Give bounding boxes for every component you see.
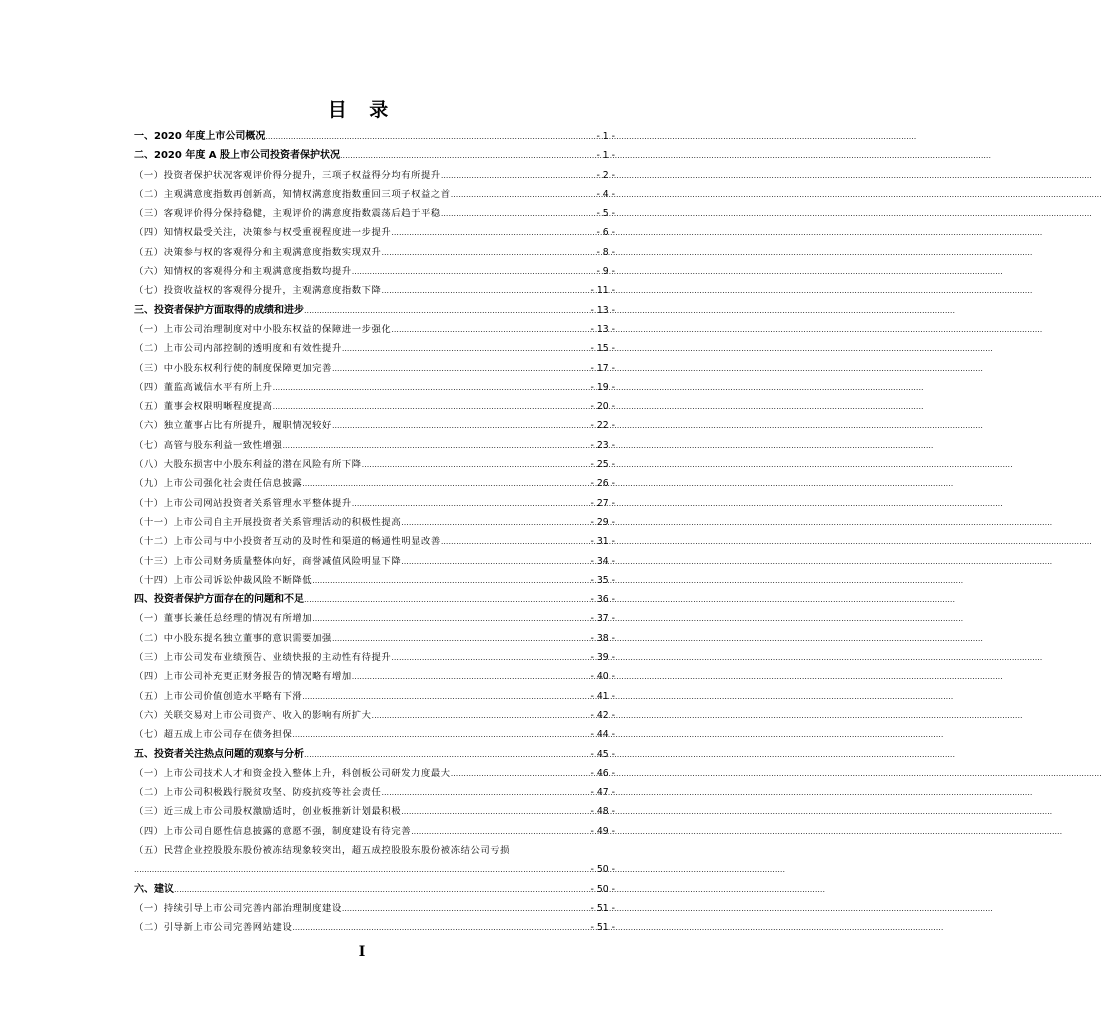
toc-entry-page: - 51 -	[590, 922, 615, 934]
toc-entry-title: 五、投资者关注热点问题的观察与分析	[134, 748, 304, 760]
toc-entry-page: - 45 -	[590, 748, 615, 760]
toc-entry-title: （一）持续引导上市公司完善内部治理制度建设	[134, 902, 342, 914]
toc-entry-title: 四、投资者保护方面存在的问题和不足	[134, 594, 304, 606]
toc-leader-dots	[134, 860, 590, 879]
toc-leader-dots	[302, 687, 589, 706]
toc-entry-page: - 31 -	[590, 536, 615, 548]
toc-entry-page: - 40 -	[590, 671, 615, 683]
toc-leader-dots	[332, 416, 590, 435]
toc-entry-title: （四）上市公司自愿性信息披露的意愿不强，制度建设有待完善	[134, 825, 412, 837]
toc-entry-title: （二）上市公司积极践行脱贫攻坚、防疫抗疫等社会责任	[134, 787, 382, 799]
toc-entry[interactable]	[134, 223, 615, 242]
toc-leader-dots	[342, 899, 590, 918]
toc-entry-title: （二）上市公司内部控制的透明度和有效性提升	[134, 343, 342, 355]
toc-leader-dots	[401, 513, 589, 532]
toc-entry-title: （一）董事长兼任总经理的情况有所增加	[134, 613, 313, 625]
toc-leader-dots	[381, 783, 589, 802]
toc-entry[interactable]	[134, 301, 615, 320]
toc-leader-dots	[340, 146, 595, 165]
toc-leader-dots	[304, 590, 590, 609]
toc-entry[interactable]	[134, 494, 615, 513]
page-number: I	[358, 944, 366, 960]
toc-leader-dots	[292, 918, 589, 937]
toc-leader-dots	[391, 320, 589, 339]
toc-entry-title: （十四）上市公司诉讼仲裁风险不断降低	[134, 574, 313, 586]
toc-leader-dots	[273, 397, 590, 416]
toc-entry[interactable]	[134, 860, 615, 879]
toc-entry-title: （一）上市公司治理制度对中小股东权益的保障进一步强化	[134, 323, 392, 335]
toc-leader-dots	[282, 436, 589, 455]
toc-entry[interactable]	[134, 320, 615, 339]
toc-entry-page: - 46 -	[590, 767, 615, 779]
toc-entry-title: （十二）上市公司与中小投资者互动的及时性和渠道的畅通性明显改善	[134, 536, 441, 548]
toc-leader-dots	[265, 127, 595, 146]
toc-entry-page: - 11 -	[590, 285, 615, 297]
toc-leader-dots	[391, 648, 589, 667]
toc-entry[interactable]	[134, 629, 615, 648]
toc-entry[interactable]	[134, 436, 615, 455]
toc-entry-title: （一）投资者保护状况客观评价得分提升，三项子权益得分均有所提升	[134, 169, 441, 181]
toc-entry-page: - 8 -	[596, 246, 615, 258]
toc-entry[interactable]	[134, 822, 615, 841]
toc-entry-title: （二）中小股东提名独立董事的意识需要加强	[134, 632, 332, 644]
toc-entry[interactable]	[134, 359, 615, 378]
toc-entry-title: （六）关联交易对上市公司资产、收入的影响有所扩大	[134, 709, 372, 721]
toc-entry-page: - 44 -	[590, 729, 615, 741]
toc-entry-title: （十）上市公司网站投资者关系管理水平整体提升	[134, 497, 352, 509]
toc-leader-dots	[273, 378, 590, 397]
toc-entry-page: - 25 -	[590, 459, 615, 471]
toc-entry[interactable]	[134, 571, 615, 590]
toc-leader-dots	[381, 243, 595, 262]
toc-entry[interactable]	[134, 339, 615, 358]
toc-entry[interactable]	[134, 667, 615, 686]
toc-entry-page: - 23 -	[590, 439, 615, 451]
toc-entry-title: （二）主观满意度指数再创新高，知情权满意度指数重回三项子权益之首	[134, 188, 451, 200]
toc-entry[interactable]	[134, 262, 615, 281]
toc-entry-page: - 17 -	[590, 362, 615, 374]
toc-leader-dots	[302, 474, 589, 493]
toc-entry-title: （六）知情权的客观得分和主观满意度指数均提升	[134, 266, 352, 278]
toc-entry-page: - 49 -	[590, 825, 615, 837]
toc-entry[interactable]	[134, 725, 615, 744]
toc-leader-dots	[401, 802, 589, 821]
toc-entry-page: - 39 -	[590, 652, 615, 664]
toc-entry-title: （五）上市公司价值创造水平略有下滑	[134, 690, 303, 702]
toc-entry-page: - 13 -	[590, 304, 615, 316]
toc-entry-title: （六）独立董事占比有所提升，履职情况较好	[134, 420, 332, 432]
toc-entry-page: - 2 -	[596, 169, 615, 181]
toc-entry[interactable]	[134, 513, 615, 532]
toc-leader-dots	[401, 552, 589, 571]
toc-leader-dots	[312, 571, 589, 590]
toc-entry-title: （三）近三成上市公司股权激励适时，创业板推新计划最积极	[134, 806, 402, 818]
toc-leader-dots	[174, 880, 590, 899]
toc-leader-dots	[312, 609, 589, 628]
toc-leader-dots	[292, 725, 589, 744]
toc-entry-page: - 20 -	[590, 401, 615, 413]
toc-leader-dots	[441, 166, 596, 185]
toc-entry[interactable]	[134, 397, 615, 416]
toc-entry[interactable]	[134, 648, 615, 667]
toc-entry-page: - 6 -	[596, 227, 615, 239]
toc-entry[interactable]	[134, 918, 615, 937]
toc-entry-page: - 1 -	[596, 131, 615, 142]
toc-entry[interactable]	[134, 783, 615, 802]
toc-leader-dots	[304, 301, 590, 320]
toc-entry[interactable]	[134, 281, 615, 300]
toc-leader-dots	[352, 667, 590, 686]
toc-entry-title: （七）投资收益权的客观得分提升，主观满意度指数下降	[134, 285, 382, 297]
toc-leader-dots	[362, 455, 590, 474]
toc-entry-title: （一）上市公司技术人才和资金投入整体上升，科创板公司研发力度最大	[134, 767, 451, 779]
toc-entry[interactable]	[134, 841, 615, 860]
toc-leader-dots	[411, 822, 589, 841]
page-title: 目 录	[327, 99, 397, 121]
toc-entry-page: - 9 -	[596, 266, 615, 278]
toc-entry-title: （四）知情权最受关注，决策参与权受重视程度进一步提升	[134, 227, 392, 239]
toc-entry-page: - 42 -	[590, 709, 615, 721]
toc-entry[interactable]	[134, 243, 615, 262]
toc-entry[interactable]	[134, 802, 615, 821]
toc-entry[interactable]	[134, 416, 615, 435]
toc-entry-title: （八）大股东损害中小股东利益的潜在风险有所下降	[134, 459, 362, 471]
toc-entry-title: （五）民营企业控股股东股份被冻结现象较突出，超五成控股股东股份被冻结公司亏损	[134, 844, 511, 856]
toc-entry[interactable]	[134, 532, 615, 551]
toc-entry[interactable]	[134, 378, 615, 397]
toc-entry-page: - 37 -	[590, 613, 615, 625]
toc-entry-page: - 41 -	[590, 690, 615, 702]
toc-leader-dots	[451, 764, 590, 783]
toc-entry-title: 六、建议	[134, 883, 174, 895]
toc-entry-title: （三）中小股东权利行使的制度保障更加完善	[134, 362, 332, 374]
toc-entry-page: - 34 -	[590, 555, 615, 567]
toc-entry[interactable]	[134, 474, 615, 493]
toc-leader-dots	[332, 359, 590, 378]
toc-entry-title: （四）董监高诚信水平有所上升	[134, 381, 273, 393]
toc-entry-page: - 13 -	[590, 323, 615, 335]
toc-leader-dots	[441, 532, 590, 551]
toc-entry[interactable]	[134, 455, 615, 474]
toc-entry[interactable]	[134, 880, 615, 899]
toc-entry[interactable]	[134, 609, 615, 628]
toc-leader-dots	[352, 262, 596, 281]
toc-entry-title: （十三）上市公司财务质量整体向好，商誉减值风险明显下降	[134, 555, 402, 567]
toc-entry[interactable]	[134, 899, 615, 918]
toc-entry[interactable]	[134, 185, 615, 204]
toc-entry-page: - 22 -	[590, 420, 615, 432]
toc-entry-title: （九）上市公司强化社会责任信息披露	[134, 478, 303, 490]
toc-entry-title: （十一）上市公司自主开展投资者关系管理活动的积极性提高	[134, 516, 402, 528]
toc-leader-dots	[352, 494, 590, 513]
toc-entry-title: 三、投资者保护方面取得的成绩和进步	[134, 304, 304, 316]
toc-entry[interactable]	[134, 146, 615, 165]
toc-entry-page: - 51 -	[590, 902, 615, 914]
toc-entry-title: （七）超五成上市公司存在债务担保	[134, 729, 293, 741]
toc-entry-page: - 4 -	[596, 188, 615, 200]
toc-entry[interactable]	[134, 590, 615, 609]
toc-entry[interactable]	[134, 204, 615, 223]
toc-entry[interactable]	[134, 166, 615, 185]
toc-entry[interactable]	[134, 127, 615, 146]
toc-leader-dots	[381, 281, 589, 300]
table-of-contents	[134, 127, 615, 937]
toc-entry-page: - 19 -	[590, 381, 615, 393]
toc-leader-dots	[332, 629, 590, 648]
toc-entry-page: - 36 -	[590, 594, 615, 606]
toc-entry-title: （二）引导新上市公司完善网站建设	[134, 922, 293, 934]
toc-entry-title: （七）高管与股东利益一致性增强	[134, 439, 283, 451]
toc-entry-page: - 15 -	[590, 343, 615, 355]
toc-entry[interactable]	[134, 706, 615, 725]
toc-leader-dots	[342, 339, 590, 358]
toc-entry-page: - 5 -	[596, 208, 615, 220]
toc-entry-page: - 29 -	[590, 516, 615, 528]
toc-entry[interactable]	[134, 687, 615, 706]
toc-entry-page: - 1 -	[596, 150, 615, 162]
toc-entry-title: 一、2020 年度上市公司概况	[134, 131, 266, 142]
toc-entry-title: （三）客观评价得分保持稳健，主观评价的满意度指数震荡后趋于平稳	[134, 208, 441, 220]
toc-entry-page: - 48 -	[590, 806, 615, 818]
toc-entry-page: - 47 -	[590, 787, 615, 799]
toc-entry-page: - 27 -	[590, 497, 615, 509]
toc-entry-title: （三）上市公司发布业绩预告、业绩快报的主动性有待提升	[134, 652, 392, 664]
toc-leader-dots	[391, 223, 595, 242]
toc-entry-title: （五）决策参与权的客观得分和主观满意度指数实现双升	[134, 246, 382, 258]
toc-entry-title: （五）董事会权限明晰程度提高	[134, 401, 273, 413]
toc-entry[interactable]	[134, 552, 615, 571]
toc-entry-page: - 50 -	[590, 883, 615, 895]
toc-entry-title: （四）上市公司补充更正财务报告的情况略有增加	[134, 671, 352, 683]
toc-leader-dots	[372, 706, 590, 725]
toc-entry[interactable]	[134, 745, 615, 764]
toc-entry[interactable]	[134, 764, 615, 783]
toc-entry-title: 二、2020 年度 A 股上市公司投资者保护状况	[134, 150, 341, 162]
toc-entry-page: - 50 -	[590, 864, 615, 876]
toc-leader-dots	[451, 185, 596, 204]
toc-entry-page: - 26 -	[590, 478, 615, 490]
toc-entry-page: - 38 -	[590, 632, 615, 644]
toc-entry-page: - 35 -	[590, 574, 615, 586]
toc-leader-dots	[304, 745, 590, 764]
toc-leader-dots	[441, 204, 596, 223]
